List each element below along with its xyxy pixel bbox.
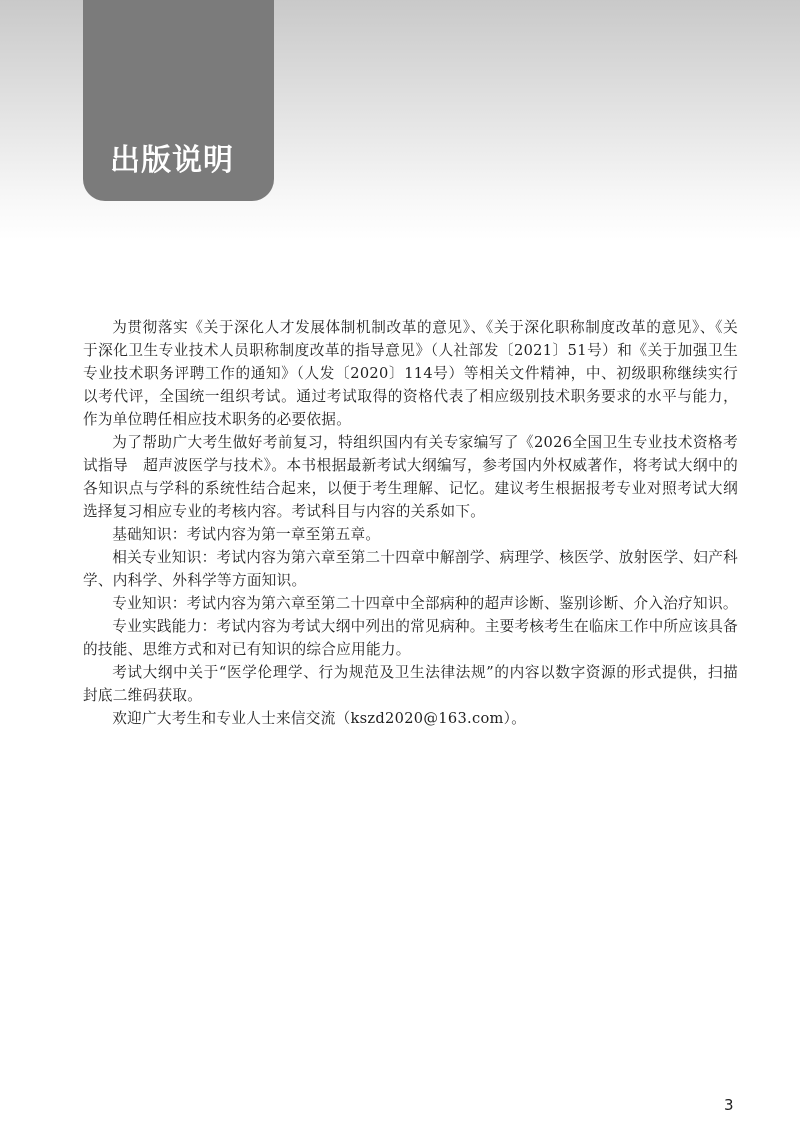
paragraph-book-purpose: 为了帮助广大考生做好考前复习，特组织国内有关专家编写了《2026全国卫生专业技术资格考试指导 超声波医学与技术》。本书根据最新考试大纲编写，参考国内外权威著作，将考试大纲中的各知识点与学科的系统性结合起来，以便于考生理解、记忆。建议考生根据报考专业对照考试大纲选择复习相应专业的考核内容。考试科目与内容的关系如下。 <box>83 434 738 520</box>
paragraph-contact: 欢迎广大考生和专业人士来信交流（kszd2020@163.com）。 <box>112 710 527 727</box>
paragraph-basic-knowledge: 基础知识：考试内容为第一章至第五章。 <box>112 526 381 543</box>
paragraph-professional-knowledge: 专业知识：考试内容为第六章至第二十四章中全部病种的超声诊断、鉴别诊断、介入治疗知识。 <box>112 595 738 612</box>
page-number: 3 <box>724 1096 734 1114</box>
paragraph-related-knowledge: 相关专业知识：考试内容为第六章至第二十四章中解剖学、病理学、核医学、放射医学、妇产科学、内科学、外科学等方面知识。 <box>83 549 738 589</box>
page-title: 出版说明 <box>110 143 234 178</box>
paragraph-practical-ability: 专业实践能力：考试内容为考试大纲中列出的常见病种。主要考核考生在临床工作中所应该具备的技能、思维方式和对已有知识的综合应用能力。 <box>83 618 738 658</box>
body-text <box>83 316 738 730</box>
paragraph-digital-resources: 考试大纲中关于“医学伦理学、行为规范及卫生法律法规”的内容以数字资源的形式提供，扫描封底二维码获取。 <box>83 664 738 704</box>
paragraph-policy-basis: 为贯彻落实《关于深化人才发展体制机制改革的意见》、《关于深化职称制度改革的意见》、《关于深化卫生专业技术人员职称制度改革的指导意见》（人社部发〔2021〕51号）和《关于加强卫生专业技术职务评聘工作的通知》（人发〔2020〕114号）等相关文件精神，中、初级职称继续实行以考代评，全国统一组织考试。通过考试取得的资格代表了相应级别技术职务要求的水平与能力，作为单位聘任相应技术职务的必要依据。 <box>83 319 738 428</box>
